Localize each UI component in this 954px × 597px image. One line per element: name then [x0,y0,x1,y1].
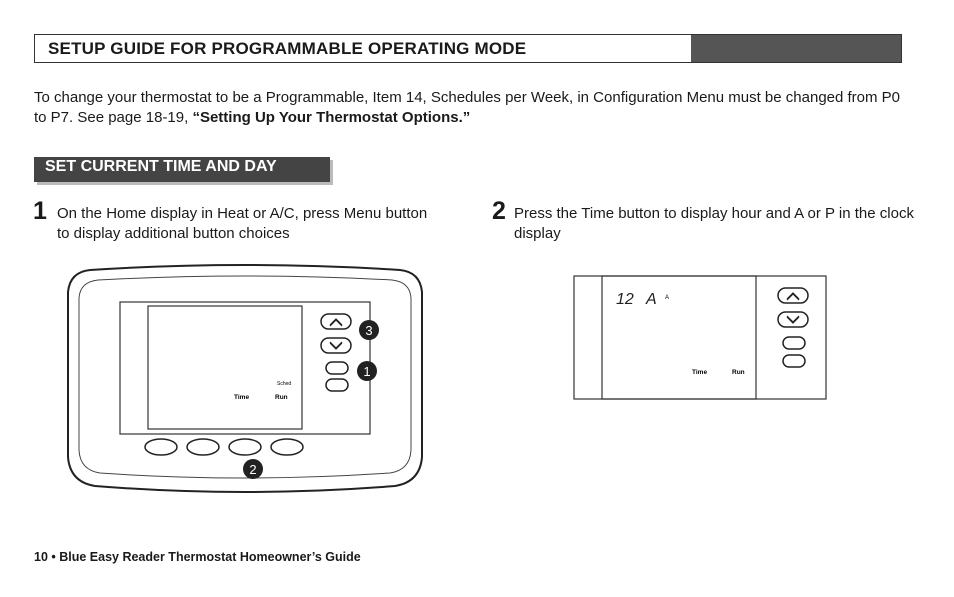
down-arrow-button-2 [778,312,808,327]
display-sched-label: Sched [277,381,292,387]
menu-button-upper [326,362,348,374]
intro-text: To change your thermostat to be a Programmable, Item 14, Schedules per Week, in Configuration Menu must be changed from P0 to P7. See page 18-19, [34,89,901,126]
display2-run-label: Run [732,369,745,376]
display2-time-label: Time [692,369,708,376]
callout-3 [359,320,379,340]
down-arrow-button [321,338,351,353]
step-1-number: 1 [33,197,47,225]
step-1-text: On the Home display in Heat or A/C, press Menu button to display additional button choices [57,205,428,242]
page-footer: 10 • Blue Easy Reader Thermostat Homeowner’s Guide [34,550,361,564]
section-header-bar [34,34,902,63]
menu-button-lower [326,379,348,391]
up-arrow-button-2 [778,288,808,303]
bottom-button-4 [271,439,303,455]
clock-ampm-small: A [665,295,670,301]
menu-button-lower-2 [783,355,805,367]
up-arrow-button [321,314,351,329]
intro-paragraph [34,88,904,128]
step-2-text: Press the Time button to display hour and A or P in the clock display [514,205,914,242]
clock-ampm: A [646,291,657,308]
svg-text:1: 1 [363,364,371,379]
bottom-button-3 [229,439,261,455]
thermostat-figure [60,262,430,494]
bottom-button-1 [145,439,177,455]
step-2-number: 2 [492,197,506,225]
display-time-label: Time [234,394,250,401]
clock-display-figure [572,274,828,401]
page-title: SETUP GUIDE FOR PROGRAMMABLE OPERATING MODE [48,39,527,58]
header-dark-fill [691,35,901,62]
svg-text:3: 3 [365,323,373,338]
menu-button-upper-2 [783,337,805,349]
display-run-label: Run [275,394,288,401]
callout-1 [357,361,377,381]
clock-hour: 12 [616,291,634,308]
svg-text:2: 2 [249,462,257,477]
subsection-title: SET CURRENT TIME AND DAY [34,157,330,182]
bottom-button-2 [187,439,219,455]
callout-2 [243,459,263,479]
intro-reference: “Setting Up Your Thermostat Options.” [192,109,471,126]
